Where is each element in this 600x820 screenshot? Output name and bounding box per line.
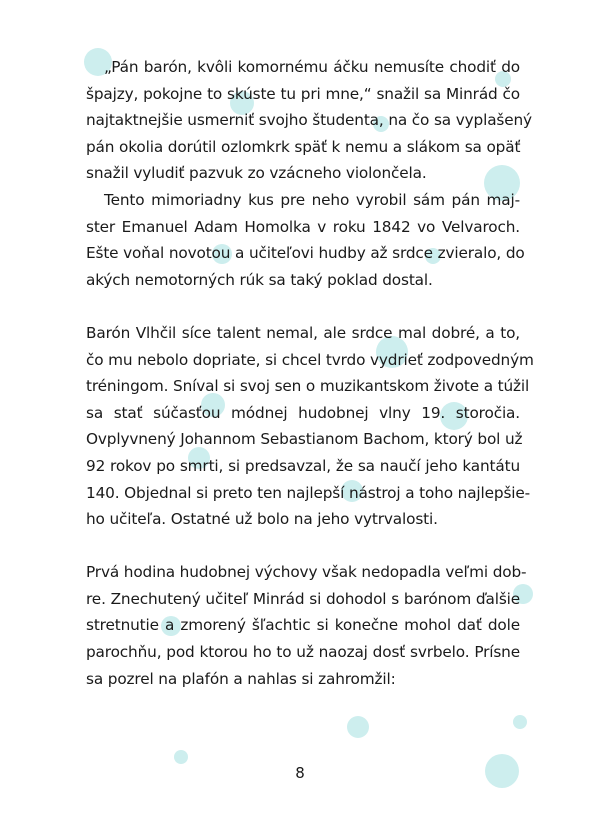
text-line: snažil vyludiť pazvuk zo vzácneho violončela. bbox=[86, 164, 427, 183]
paragraph bbox=[86, 559, 527, 692]
text-line: čo mu nebolo dopriate, si chcel tvrdo vydrieť zodpovedným bbox=[86, 350, 534, 369]
paragraph bbox=[86, 54, 532, 187]
text-line: špajzy, pokojne to skúste tu pri mne,“ snažil sa Minrád čo bbox=[86, 84, 520, 103]
text-line: sa stať súčasťou módnej hudobnej vlny 19. storočia. bbox=[86, 403, 520, 422]
page-number: 8 bbox=[295, 764, 305, 782]
text-line: akých nemotorných rúk sa taký poklad dostal. bbox=[86, 270, 433, 289]
body-text bbox=[86, 54, 534, 692]
paragraph-gap bbox=[86, 293, 520, 320]
text-line: 140. Objednal si preto ten najlepší nástroj a toho najlepšie- bbox=[86, 483, 530, 502]
text-line: parochňu, pod ktorou ho to už naozaj dosť svrbelo. Prísne bbox=[86, 643, 520, 662]
decorative-dot bbox=[347, 716, 369, 738]
paragraph-gap bbox=[86, 533, 520, 560]
text-line: sa pozrel na plafón a nahlas si zahromžil: bbox=[86, 669, 396, 688]
text-line: pán okolia dorútil ozlomkrk späť k nemu a slákom sa opäť bbox=[86, 137, 521, 156]
text-line: Tento mimoriadny kus pre neho vyrobil sám pán maj- bbox=[104, 190, 520, 209]
text-line: tréningom. Sníval si svoj sen o muzikantskom živote a túžil bbox=[86, 377, 530, 396]
decorative-dot bbox=[513, 715, 527, 729]
text-line: „Pán barón, kvôli komornému áčku nemusíte chodiť do bbox=[104, 58, 520, 76]
paragraph bbox=[86, 320, 534, 533]
text-line: Ešte voňal novotou a učiteľovi hudby až srdce zvieralo, do bbox=[86, 244, 525, 263]
text-line: Barón Vlhčil síce talent nemal, ale srdce mal dobré, a to, bbox=[86, 323, 520, 342]
text-line: Prvá hodina hudobnej výchovy však nedopadla veľmi dob- bbox=[86, 563, 527, 582]
text-line: 92 rokov po smrti, si predsavzal, že sa naučí jeho kantátu bbox=[86, 456, 520, 475]
text-line: ster Emanuel Adam Homolka v roku 1842 vo Velvaroch. bbox=[86, 217, 520, 236]
text-line: stretnutie a zmorený šľachtic si konečne mohol dať dole bbox=[86, 616, 520, 635]
decorative-dot bbox=[174, 750, 188, 764]
text-line: ho učiteľa. Ostatné už bolo na jeho vytrvalosti. bbox=[86, 510, 438, 529]
text-line: Ovplyvnený Johannom Sebastianom Bachom, ktorý bol už bbox=[86, 430, 523, 449]
paragraph bbox=[86, 187, 525, 293]
text-line: najtaktnejšie usmerniť svojho študenta, na čo sa vyplašený bbox=[86, 111, 532, 130]
text-line: re. Znechutený učiteľ Minrád si dohodol s barónom ďalšie bbox=[86, 589, 520, 608]
